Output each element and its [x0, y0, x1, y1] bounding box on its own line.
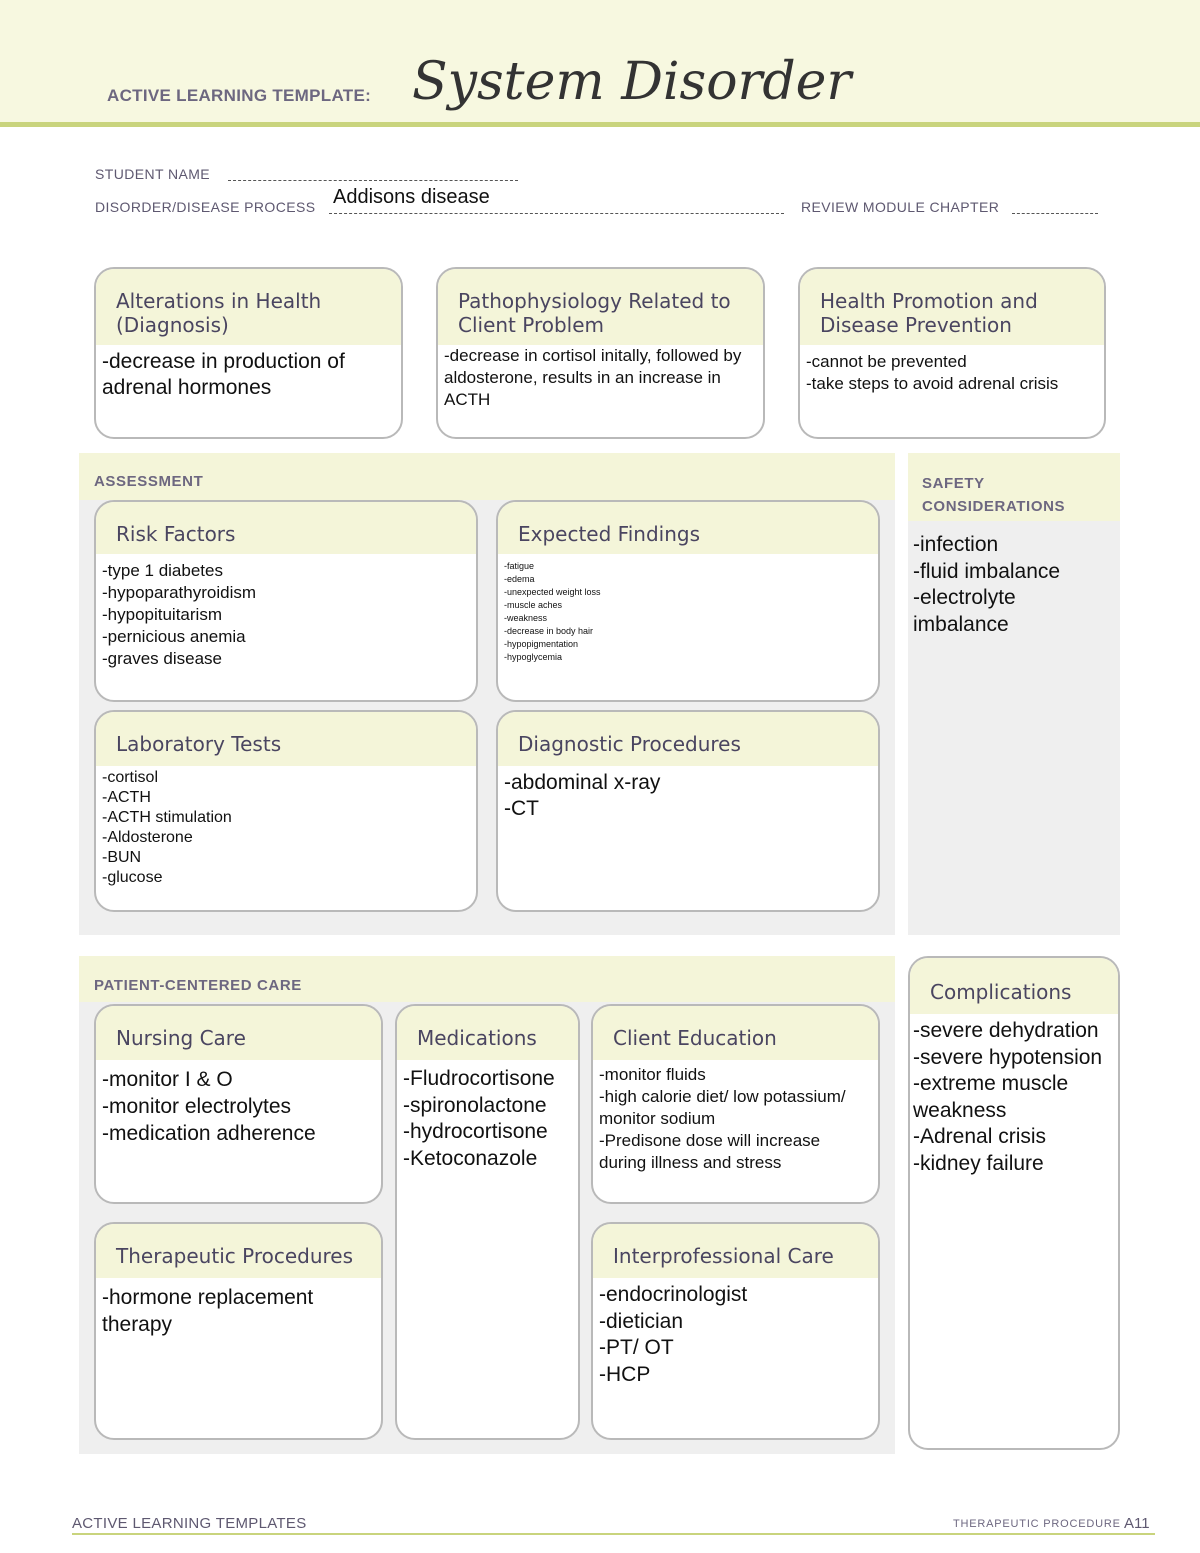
pathophysiology-box	[436, 267, 765, 439]
list-item: -dietician	[599, 1309, 684, 1333]
list-item: -take steps to avoid adrenal crisis	[806, 374, 1059, 393]
risk-factors-box	[94, 500, 478, 702]
list-item: -cortisol	[102, 769, 159, 786]
complications-box	[908, 956, 1120, 1450]
client-education-title: Client Education	[593, 1006, 878, 1060]
template-title: System Disorder	[412, 52, 852, 112]
disorder-label: DISORDER/DISEASE PROCESS	[95, 199, 316, 215]
risk-factors-title: Risk Factors	[96, 502, 476, 554]
list-item: -PT/ OT	[599, 1336, 674, 1359]
interprofessional-care-list	[593, 1278, 878, 1392]
client-education-list	[593, 1060, 878, 1178]
student-name-field[interactable]	[228, 180, 518, 181]
nursing-care-list	[96, 1060, 381, 1151]
list-item: -severe hypotension	[913, 1045, 1103, 1069]
list-item: -Aldosterone	[102, 829, 193, 846]
list-item: -CT	[504, 797, 539, 820]
list-item: -hypopituitarism	[102, 605, 222, 624]
expected-findings-box	[496, 500, 880, 702]
list-item: -weakness	[504, 613, 548, 623]
list-item: -electrolyte imbalance	[913, 586, 1016, 636]
list-item: -abdominal x-ray	[504, 771, 661, 794]
footer-right-label: THERAPEUTIC PROCEDURE	[953, 1518, 1121, 1530]
client-education-box	[591, 1004, 880, 1204]
list-item: -high calorie diet/ low potassium/ monitor sodium	[599, 1087, 846, 1128]
safety-list	[913, 532, 1113, 638]
pathophysiology-title: Pathophysiology Related to Client Problem	[438, 269, 763, 345]
list-item: -edema	[504, 574, 535, 584]
list-item: -glucose	[102, 869, 163, 886]
alterations-box	[94, 267, 403, 439]
health-promotion-box	[798, 267, 1106, 439]
therapeutic-procedures-box	[94, 1222, 383, 1440]
review-module-label: REVIEW MODULE CHAPTER	[801, 199, 1000, 215]
list-item: -hypoglycemia	[504, 652, 563, 662]
safety-title: SAFETY CONSIDERATIONS	[922, 475, 1066, 515]
list-item: -kidney failure	[913, 1151, 1044, 1175]
laboratory-tests-list	[96, 766, 476, 892]
list-item: -type 1 diabetes	[102, 561, 223, 580]
list-item: -Adrenal crisis	[913, 1125, 1047, 1148]
list-item: -monitor I & O	[102, 1068, 233, 1091]
safety-panel	[908, 453, 1120, 935]
header-rule	[0, 122, 1200, 127]
list-item: -ACTH stimulation	[102, 809, 232, 826]
list-item: -extreme muscle weakness	[913, 1072, 1069, 1122]
list-item: -monitor fluids	[599, 1065, 706, 1084]
list-item: -HCP	[599, 1362, 651, 1386]
laboratory-tests-box	[94, 710, 478, 912]
alterations-text: -decrease in production of adrenal hormones	[102, 350, 345, 399]
list-item: -endocrinologist	[599, 1283, 748, 1306]
footer-rule	[72, 1533, 1155, 1535]
disorder-field[interactable]	[329, 213, 784, 214]
list-item: -Fludrocortisone	[403, 1067, 555, 1090]
patient-care-title: PATIENT-CENTERED CARE	[94, 977, 302, 994]
medications-list	[397, 1060, 578, 1176]
list-item: -severe dehydration	[913, 1019, 1099, 1042]
medications-title: Medications	[397, 1006, 578, 1060]
list-item: -medication adherence	[102, 1122, 316, 1145]
diagnostic-procedures-list	[498, 766, 878, 826]
list-item: -hydrocortisone	[403, 1120, 548, 1143]
list-item: -spironolactone	[403, 1093, 547, 1117]
list-item: -unexpected weight loss	[504, 587, 601, 597]
page-number: A11	[1124, 1515, 1150, 1532]
list-item: -muscle aches	[504, 600, 563, 610]
list-item: -Predisone dose will increase during illness and stress	[599, 1131, 821, 1172]
therapeutic-procedures-text: -hormone replacement therapy	[102, 1286, 314, 1336]
nursing-care-box	[94, 1004, 383, 1204]
complications-list	[910, 1014, 1118, 1181]
complications-title: Complications	[910, 958, 1118, 1014]
laboratory-tests-title: Laboratory Tests	[96, 712, 476, 766]
health-promotion-list	[800, 345, 1104, 399]
interprofessional-care-title: Interprofessional Care	[593, 1224, 878, 1278]
list-item: -BUN	[102, 849, 142, 866]
list-item: -hypopigmentation	[504, 639, 579, 649]
pathophysiology-text: -decrease in cortisol initally, followed by aldosterone, results in an increase in ACTH	[444, 346, 742, 409]
list-item: -pernicious anemia	[102, 627, 246, 646]
diagnostic-procedures-box	[496, 710, 880, 912]
student-name-label: STUDENT NAME	[95, 166, 210, 182]
review-module-field[interactable]	[1012, 213, 1098, 214]
interprofessional-care-box	[591, 1222, 880, 1440]
disorder-value: Addisons disease	[333, 186, 490, 208]
template-label: ACTIVE LEARNING TEMPLATE:	[107, 86, 372, 105]
list-item: -hypoparathyroidism	[102, 583, 257, 602]
health-promotion-title: Health Promotion and Disease Prevention	[800, 269, 1104, 345]
assessment-title: ASSESSMENT	[94, 473, 204, 490]
list-item: -fluid imbalance	[913, 559, 1061, 583]
list-item: -infection	[913, 533, 999, 556]
list-item: -monitor electrolytes	[102, 1095, 292, 1118]
list-item: -graves disease	[102, 649, 223, 668]
list-item: -ACTH	[102, 789, 151, 806]
diagnostic-procedures-title: Diagnostic Procedures	[498, 712, 878, 766]
therapeutic-procedures-title: Therapeutic Procedures	[96, 1224, 381, 1278]
medications-box	[395, 1004, 580, 1440]
list-item: -decrease in body hair	[504, 626, 594, 636]
list-item: -fatigue	[504, 561, 535, 571]
expected-findings-list	[498, 554, 878, 668]
footer-left-label: ACTIVE LEARNING TEMPLATES	[72, 1515, 307, 1532]
list-item: -cannot be prevented	[806, 352, 967, 371]
alterations-title: Alterations in Health (Diagnosis)	[96, 269, 401, 345]
risk-factors-list	[96, 554, 476, 674]
nursing-care-title: Nursing Care	[96, 1006, 381, 1060]
expected-findings-title: Expected Findings	[498, 502, 878, 554]
list-item: -Ketoconazole	[403, 1146, 538, 1170]
